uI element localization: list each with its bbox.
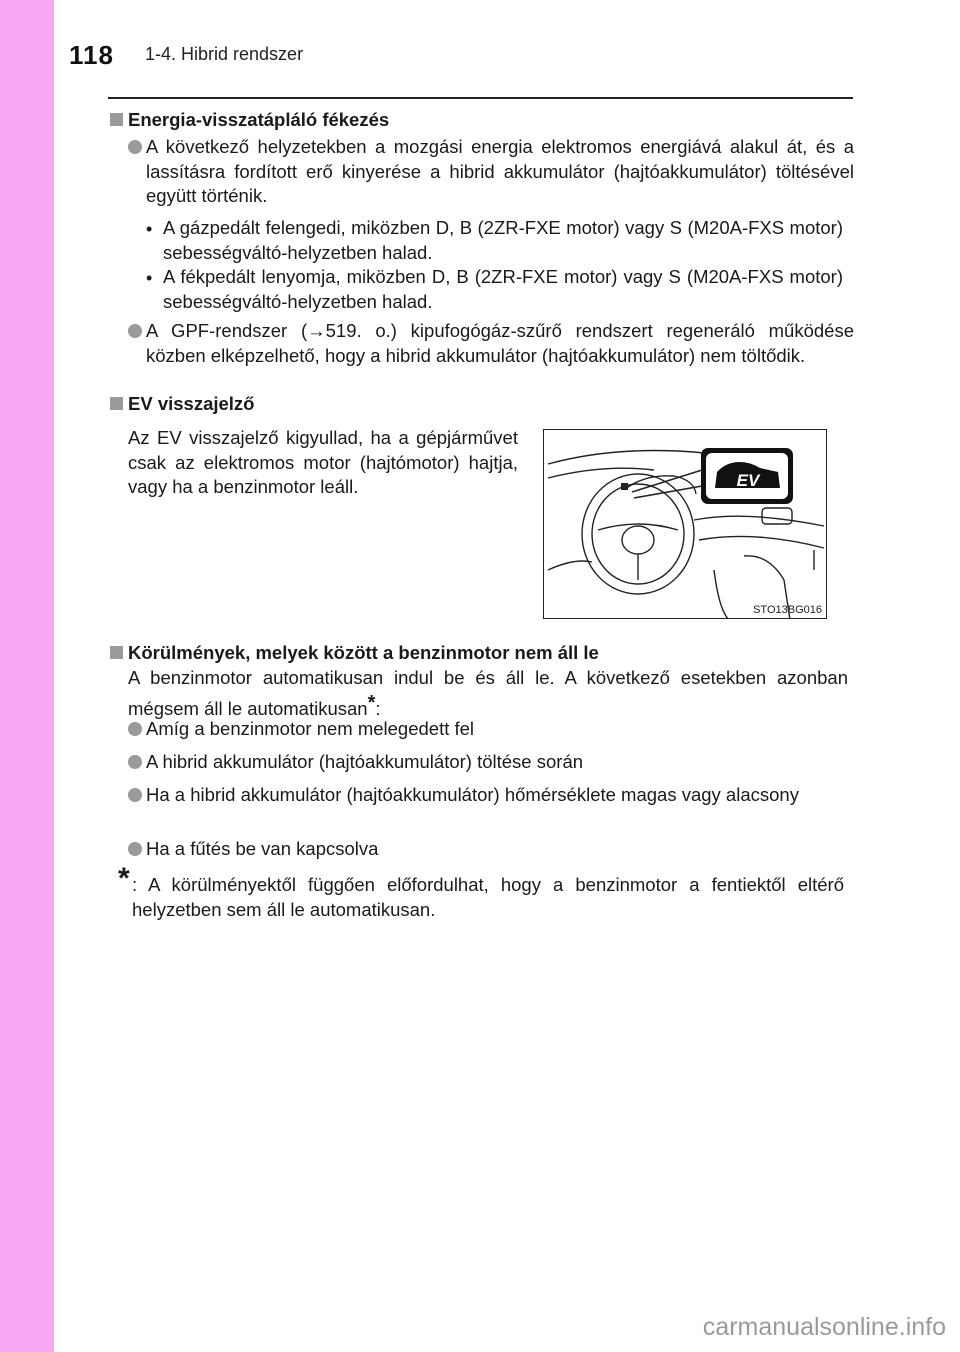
header-divider bbox=[108, 97, 853, 99]
sub-item-brake-press: A fékpedált lenyomja, miközben D, B (2ZR-FXE motor) vagy S (M20A-FXS motor) sebességváltó-helyzetben halad. bbox=[163, 266, 843, 312]
section-heading-ev-indicator: EV visszajelző bbox=[128, 393, 255, 414]
bullet-dot-icon bbox=[128, 140, 142, 154]
pink-side-tab bbox=[0, 0, 54, 1352]
ev-badge-label: EV bbox=[736, 471, 760, 490]
footnote-marker: * bbox=[367, 691, 376, 714]
list-item: A hibrid akkumulátor (hajtóakkumulátor) töltése során bbox=[146, 751, 584, 772]
bullet-dot-icon bbox=[128, 722, 142, 736]
list-item: Ha a fűtés be van kapcsolva bbox=[146, 838, 379, 859]
list-item: Ha a hibrid akkumulátor (hajtóakkumulátor) hőmérséklete magas vagy alacsony bbox=[146, 784, 799, 805]
dashboard-drawing bbox=[544, 430, 827, 619]
sub-bullet-icon: • bbox=[146, 219, 153, 239]
chapter-title: 1-4. Hibrid rendszer bbox=[145, 44, 304, 64]
section-heading-engine-not-stopping: Körülmények, melyek között a benzinmotor nem áll le bbox=[128, 642, 599, 663]
page-number: 118 bbox=[69, 40, 114, 70]
intro-text: A benzinmotor automatikusan indul be és áll le. A következő esetekben azonban mégsem áll le automatikusan bbox=[128, 667, 848, 719]
footnote-star: * bbox=[118, 862, 130, 895]
figure-code: STO13BG016 bbox=[753, 604, 822, 616]
list-item: Amíg a benzinmotor nem melegedett fel bbox=[146, 718, 475, 739]
paragraph-ev-indicator: Az EV visszajelző kigyullad, ha a gépjárművet csak az elektromos motor (hajtómotor) hajtja, vagy ha a benzinmotor leáll. bbox=[128, 427, 518, 497]
paragraph-regen-conditions: A következő helyzetekben a mozgási energia elektromos energiává alakul át, és a lassításra fordított erő kinyerése a hibrid akkumulátor (hajtóakkumulátor) töltésével együtt történik. bbox=[146, 136, 854, 206]
bullet-dot-icon bbox=[128, 755, 142, 769]
paragraph-auto-start-stop bbox=[128, 666, 848, 721]
footnote-text: : A körülményektől függően előfordulhat, hogy a benzinmotor a fentiektől eltérő helyzetben sem áll le automatikusan. bbox=[132, 874, 844, 920]
sub-bullet-icon: • bbox=[146, 268, 153, 288]
paragraph-gpf-note: A GPF-rendszer (→519. o.) kipufogógáz-szűrő rendszert regeneráló működése közben elképzelhető, hogy a hibrid akkumulátor (hajtóakkumulátor) nem töltődik. bbox=[146, 320, 854, 366]
section-marker-icon bbox=[110, 646, 123, 659]
dashboard-illustration bbox=[543, 429, 827, 619]
bullet-dot-icon bbox=[128, 842, 142, 856]
bullet-dot-icon bbox=[128, 324, 142, 338]
section-heading-regenerative-braking: Energia-visszatápláló fékezés bbox=[128, 109, 390, 130]
intro-colon: : bbox=[375, 697, 381, 719]
watermark: carmanualsonline.info bbox=[702, 1313, 946, 1341]
sub-item-accelerator-release: A gázpedált felengedi, miközben D, B (2ZR-FXE motor) vagy S (M20A-FXS motor) sebességváltó-helyzetben halad. bbox=[163, 217, 843, 263]
section-marker-icon bbox=[110, 113, 123, 126]
section-marker-icon bbox=[110, 397, 123, 410]
bullet-dot-icon bbox=[128, 788, 142, 802]
